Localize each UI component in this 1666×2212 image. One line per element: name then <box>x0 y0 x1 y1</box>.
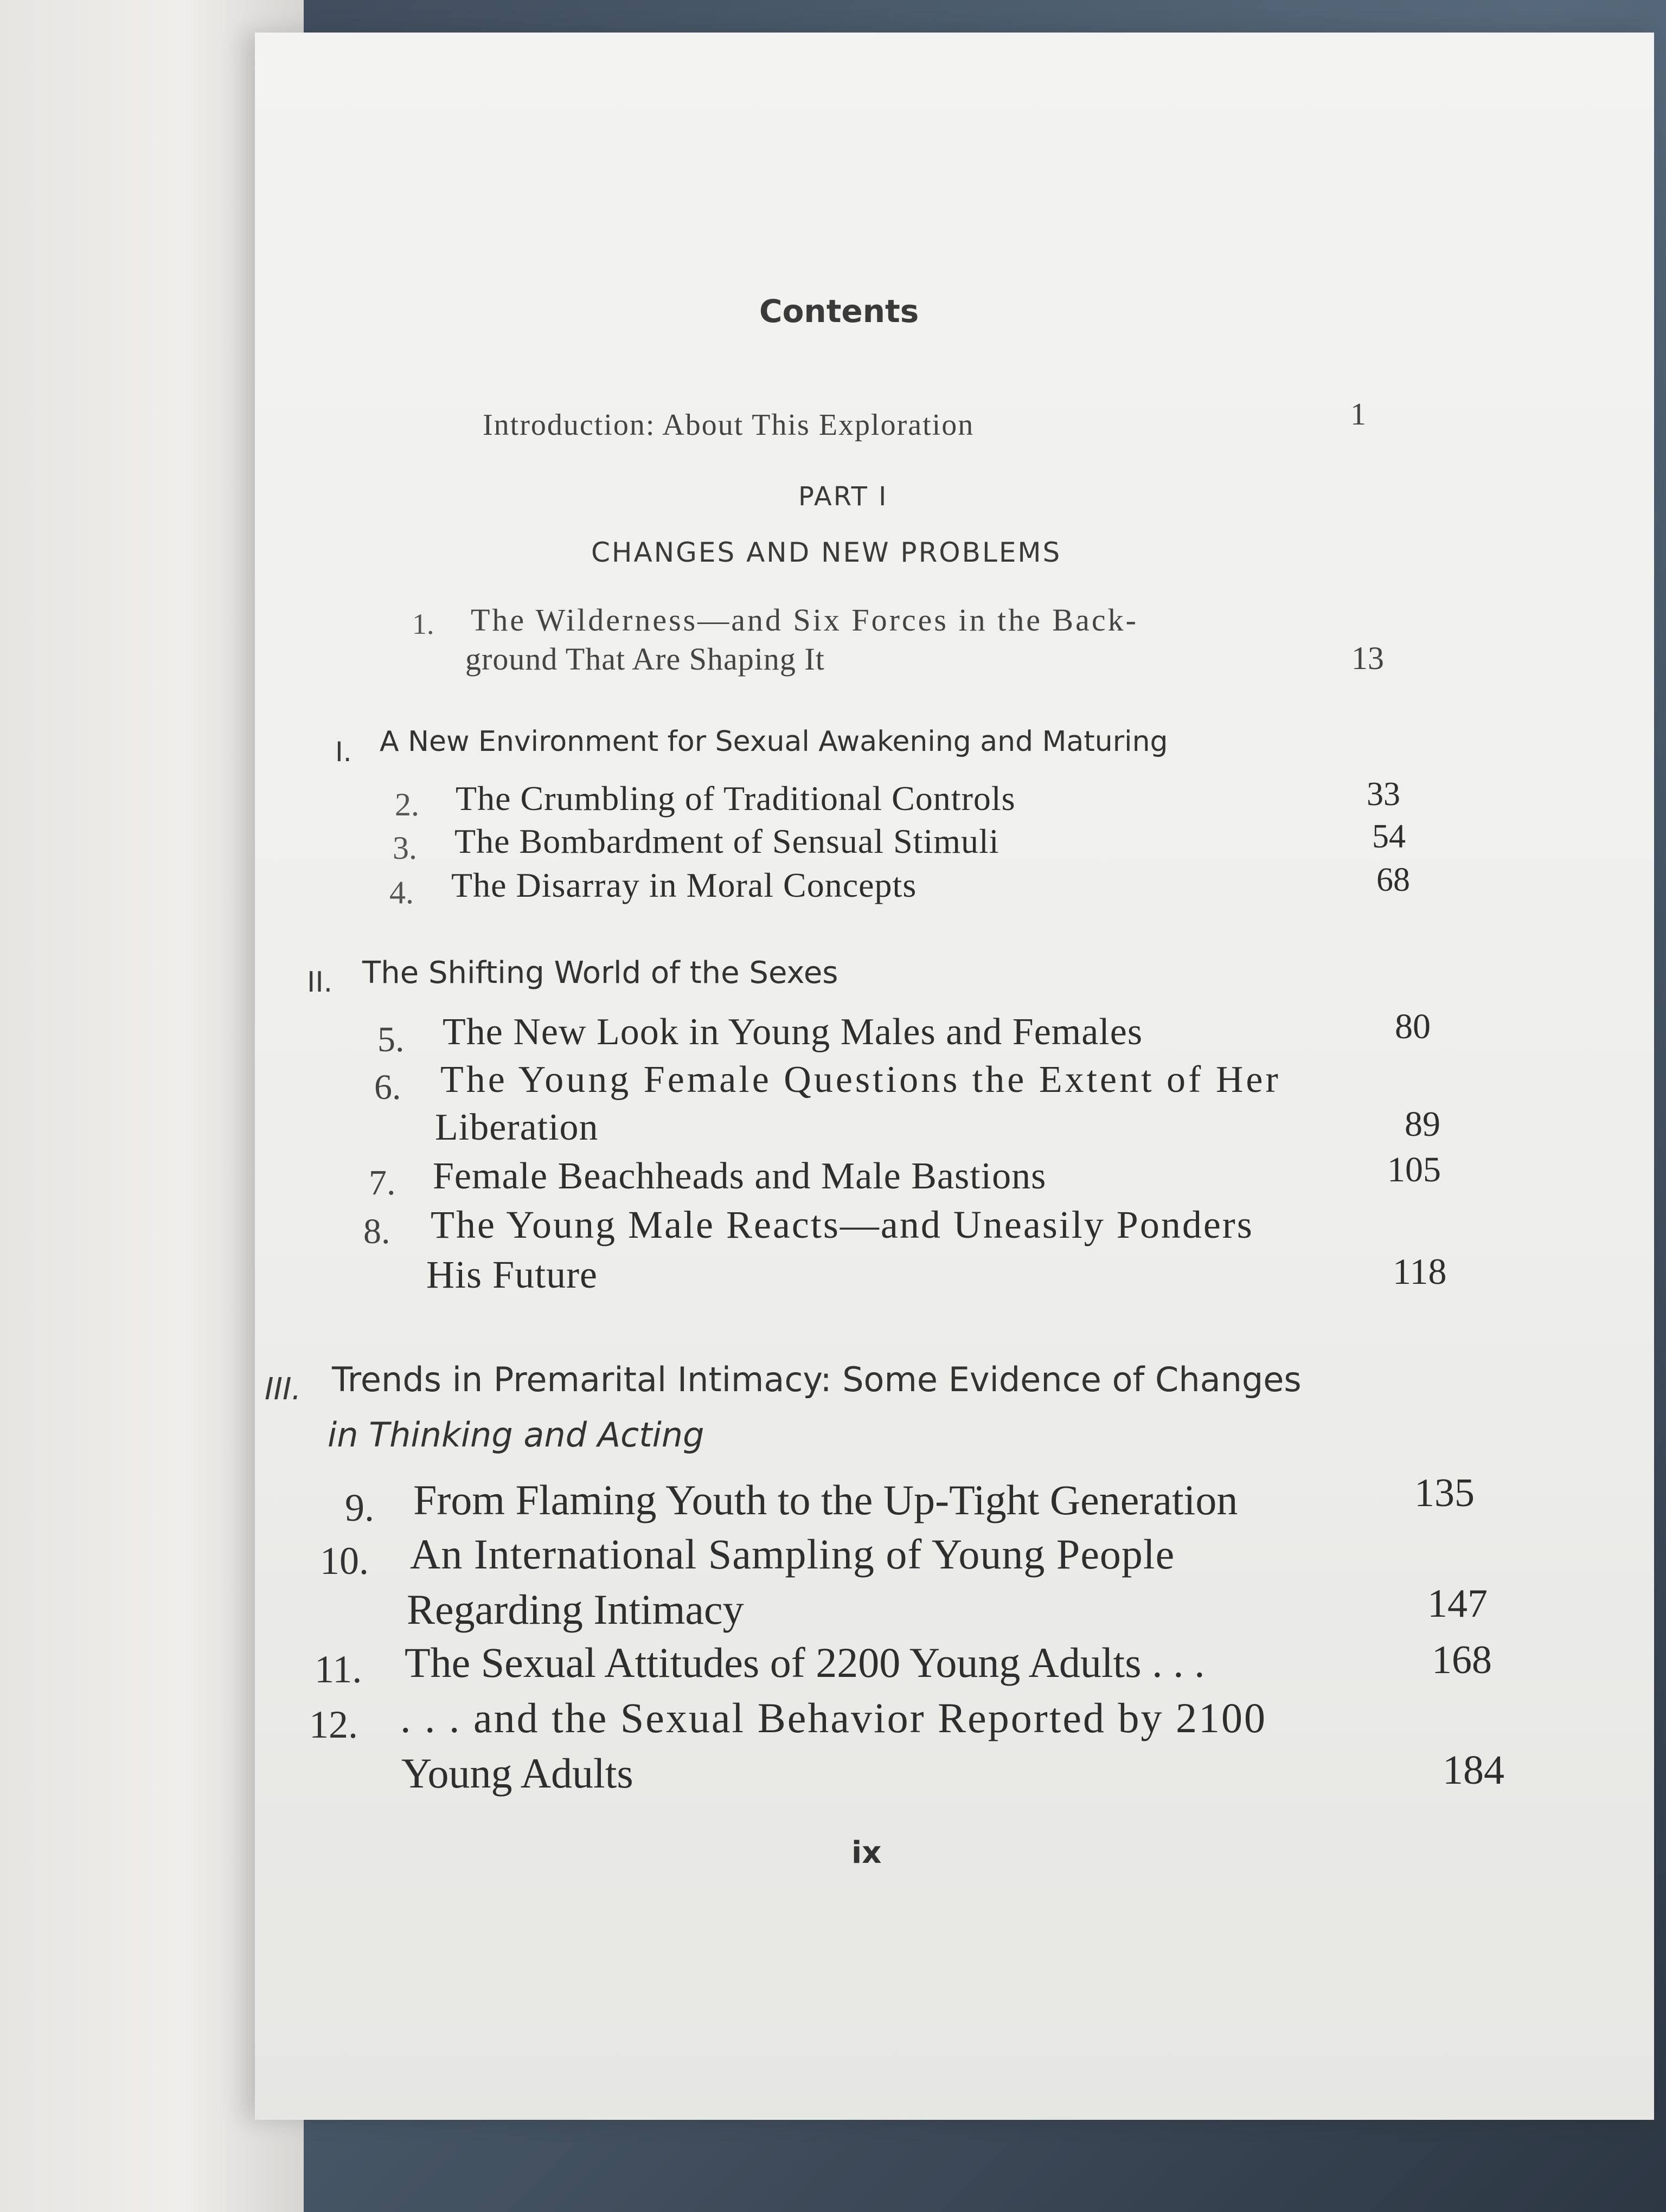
chapter-2-page-number: 33 <box>1367 776 1400 813</box>
chapter-11-page-number: 168 <box>1432 1638 1492 1682</box>
chapter-11-title: The Sexual Attitudes of 2200 Young Adults . . . <box>405 1639 1205 1686</box>
chapter-9-number: 9. <box>345 1486 374 1529</box>
introduction-page-number: 1 <box>1350 396 1366 432</box>
chapter-12-page-number: 184 <box>1443 1747 1504 1793</box>
part-label: PART I <box>798 481 888 512</box>
section-1-number: I. <box>335 736 352 768</box>
part-title: CHANGES AND NEW PROBLEMS <box>591 537 1062 568</box>
introduction-entry: Introduction: About This Exploration <box>483 408 975 442</box>
chapter-8-page-number: 118 <box>1393 1251 1447 1292</box>
chapter-10-number: 10. <box>320 1539 369 1583</box>
chapter-10-title-line1: An International Sampling of Young People <box>410 1531 1175 1578</box>
page-title: Contents <box>759 293 919 330</box>
chapter-7-page-number: 105 <box>1387 1150 1441 1189</box>
chapter-7-title: Female Beachheads and Male Bastions <box>433 1155 1047 1197</box>
section-3-title-line2: in Thinking and Acting <box>328 1415 704 1455</box>
chapter-6-title-line2: Liberation <box>435 1107 599 1148</box>
chapter-6-title-line1: The Young Female Questions the Extent of Her <box>440 1059 1281 1101</box>
section-2-number: II. <box>307 966 333 999</box>
chapter-5-page-number: 80 <box>1395 1007 1431 1046</box>
chapter-9-title: From Flaming Youth to the Up-Tight Generation <box>413 1476 1238 1523</box>
chapter-5-title: The New Look in Young Males and Females <box>443 1011 1143 1053</box>
chapter-10-title-line2: Regarding Intimacy <box>407 1586 744 1633</box>
section-3-number: III. <box>265 1372 302 1407</box>
chapter-5-number: 5. <box>377 1020 405 1059</box>
chapter-6-number: 6. <box>374 1068 401 1107</box>
section-1-title: A New Environment for Sexual Awakening and Maturing <box>380 725 1168 758</box>
chapter-12-title-line1: . . . and the Sexual Behavior Reported by 2100 <box>400 1694 1267 1741</box>
chapter-8-title-line1: The Young Male Reacts—and Uneasily Ponders <box>431 1203 1254 1246</box>
chapter-4-number: 4. <box>389 874 414 910</box>
chapter-12-title-line2: Young Adults <box>401 1750 633 1797</box>
chapter-8-title-line2: His Future <box>426 1253 598 1296</box>
chapter-1-title-line1: The Wilderness—and Six Forces in the Back- <box>471 602 1138 638</box>
page-folio: ix <box>851 1835 882 1870</box>
chapter-4-title: The Disarray in Moral Concepts <box>451 866 917 904</box>
chapter-10-page-number: 147 <box>1427 1581 1488 1626</box>
chapter-2-title: The Crumbling of Traditional Controls <box>456 779 1016 818</box>
section-2-title: The Shifting World of the Sexes <box>362 955 838 991</box>
chapter-4-page-number: 68 <box>1376 861 1410 898</box>
chapter-1-number: 1. <box>412 608 434 640</box>
chapter-11-number: 11. <box>315 1648 362 1691</box>
chapter-9-page-number: 135 <box>1414 1471 1475 1515</box>
chapter-3-title: The Bombardment of Sensual Stimuli <box>454 822 999 860</box>
chapter-12-number: 12. <box>309 1703 358 1746</box>
chapter-7-number: 7. <box>369 1163 396 1203</box>
chapter-8-number: 8. <box>363 1212 390 1251</box>
chapter-2-number: 2. <box>395 787 419 822</box>
chapter-3-number: 3. <box>393 830 417 866</box>
chapter-1-title-line2: ground That Are Shaping It <box>465 641 825 677</box>
chapter-3-page-number: 54 <box>1372 818 1406 855</box>
chapter-1-page-number: 13 <box>1351 640 1384 676</box>
section-3-title-line1: Trends in Premarital Intimacy: Some Evidence of Changes <box>332 1360 1302 1399</box>
chapter-6-page-number: 89 <box>1405 1104 1440 1144</box>
